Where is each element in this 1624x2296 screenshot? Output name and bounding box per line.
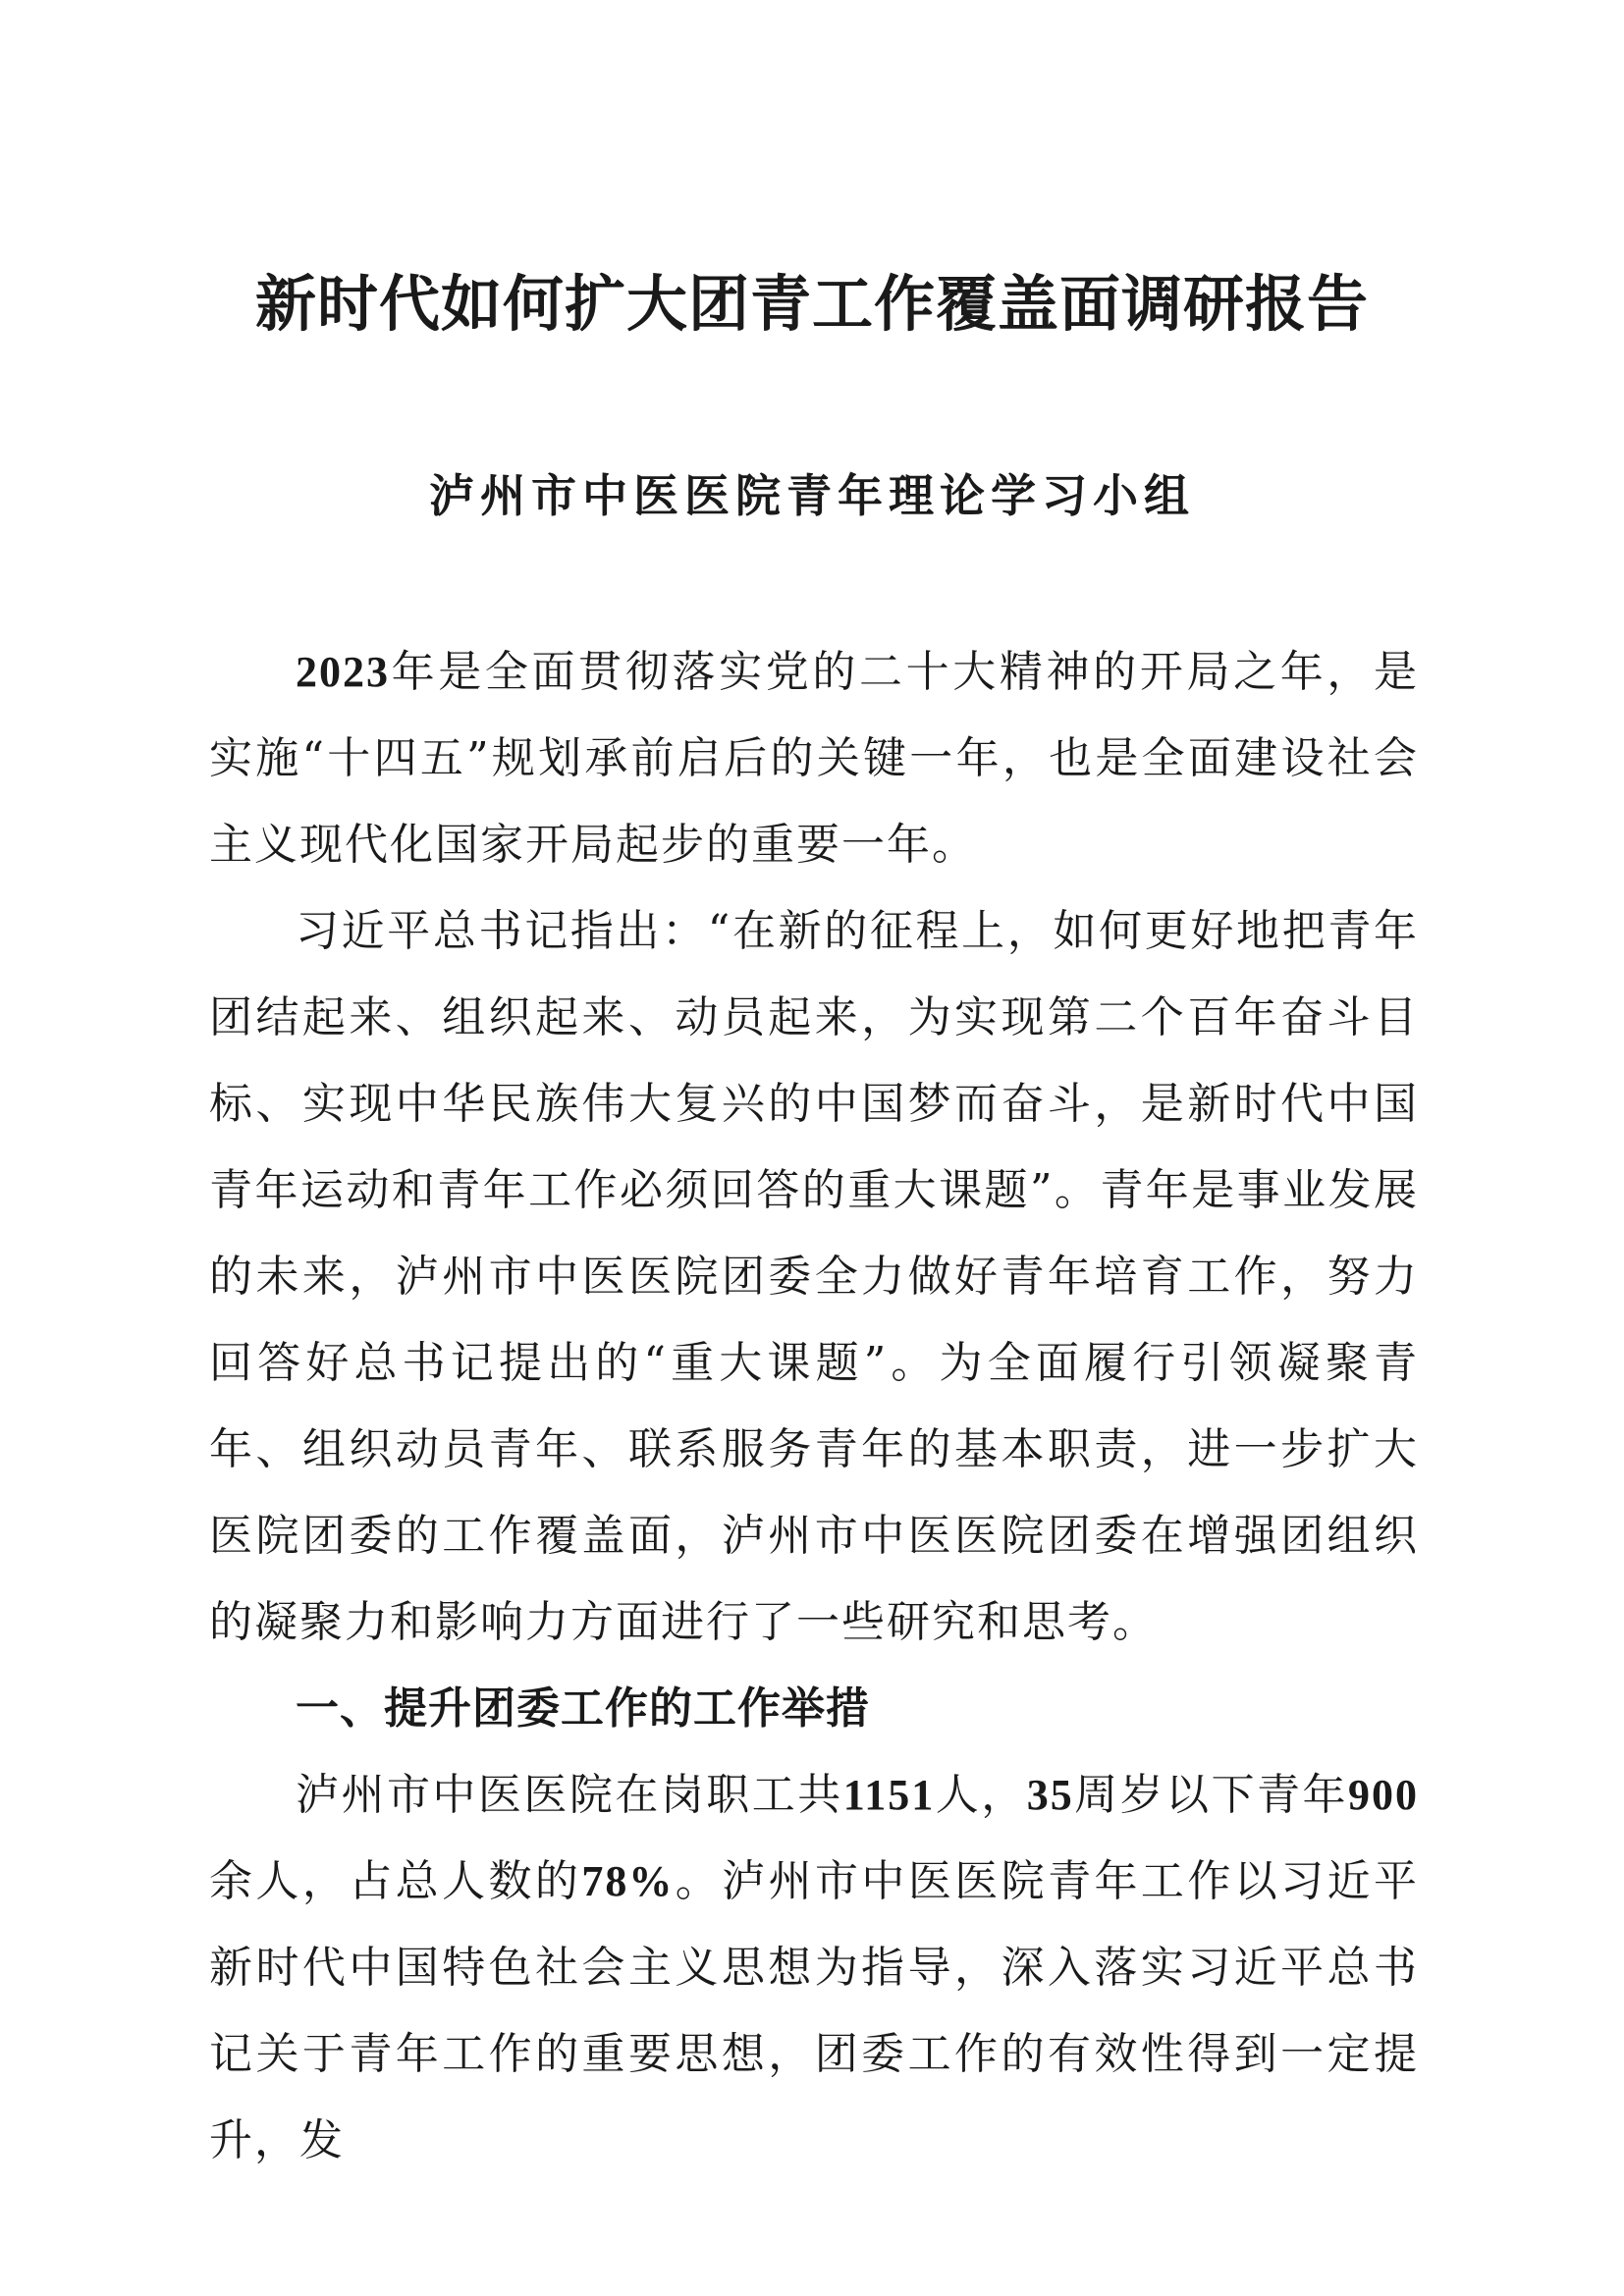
- stats-text-5: 。泸州市中医医院青年工作以习近平新时代中国特色社会主义思想为指导，深入落实习近平总书记关于青年工作的重要思想，团委工作的有效性得到一定提升，发: [209, 1856, 1420, 2165]
- paragraph-quote: 习近平总书记指出：“在新的征程上，如何更好地把青年团结起来、组织起来、动员起来，为实现第二个百年奋斗目标、实现中华民族伟大复兴的中国梦而奋斗，是新时代中国青年运动和青年工作必须回答的重大课题”。青年是事业发展的未来，泸州市中医医院团委全力做好青年培育工作，努力回答好总书记提出的“重大课题”。为全面履行引领凝聚青年、组织动员青年、联系服务青年的基本职责，进一步扩大医院团委的工作覆盖面，泸州市中医医院团委在增强团组织的凝聚力和影响力方面进行了一些研究和思考。: [209, 906, 1419, 1647]
- staff-total-number: 1151: [842, 1771, 936, 1819]
- stats-text-2: 人，: [935, 1770, 1027, 1820]
- document-author: 泸州市中医医院青年理论学习小组: [429, 469, 1195, 522]
- stats-text-1: 泸州市中医医院在岗职工共: [296, 1770, 843, 1820]
- youth-count-number: 900: [1348, 1771, 1420, 1819]
- stats-text-4: 余人，占总人数的: [209, 1856, 582, 1906]
- section-heading-1: 一、提升团委工作的工作举措: [296, 1683, 870, 1734]
- paragraph-intro-text: 年是全面贯彻落实党的二十大精神的开局之年，是实施“十四五”规划承前启后的关键一年，也是全面建设社会主义现代化国家开局起步的重要一年。: [209, 647, 1419, 870]
- paragraph-intro: [209, 629, 1419, 888]
- year-number: 2023: [296, 648, 390, 696]
- age-limit-number: 35: [1026, 1771, 1074, 1819]
- youth-percent-number: 78%: [581, 1857, 675, 1905]
- stats-text-3: 周岁以下青年: [1073, 1770, 1349, 1820]
- document-title: 新时代如何扩大团青工作覆盖面调研报告: [254, 268, 1369, 340]
- paragraph-staff-stats: [209, 1752, 1419, 2184]
- document-body: [209, 629, 1419, 2184]
